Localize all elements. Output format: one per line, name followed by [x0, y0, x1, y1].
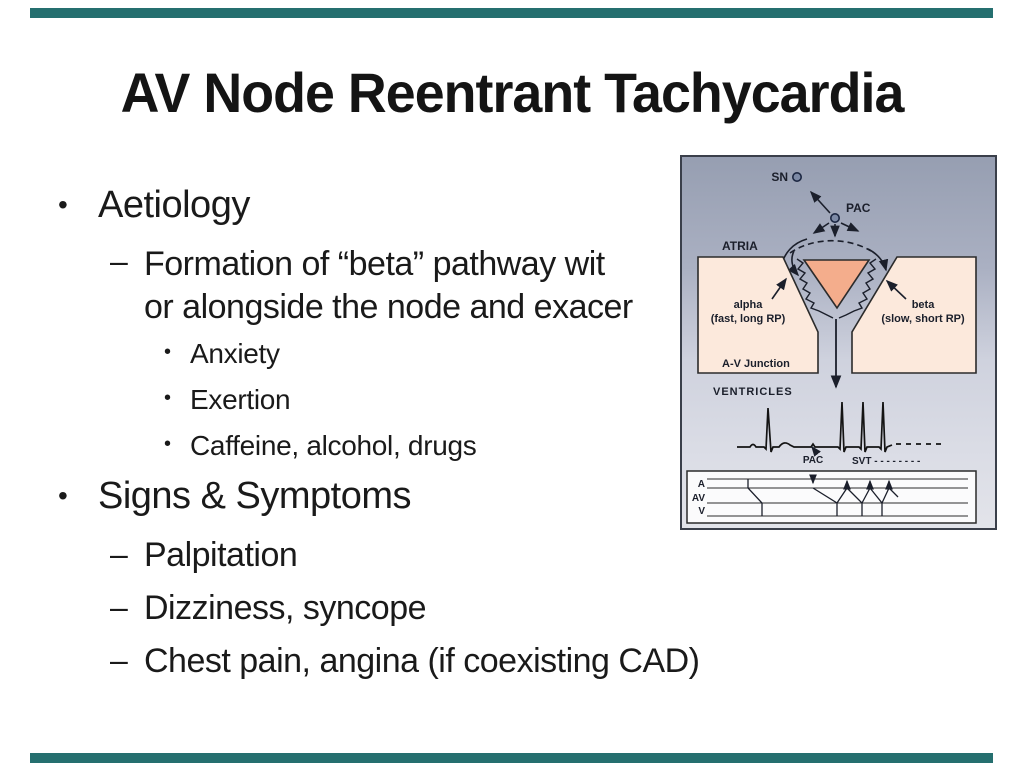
dash-icon: – [110, 536, 128, 572]
bullet-aetiology [58, 184, 250, 227]
bullet-icon: • [58, 480, 68, 511]
bullet-icon: • [164, 387, 171, 409]
label-atria: ATRIA [722, 239, 758, 253]
label-svt: SVT - - - - - - - - [852, 456, 921, 467]
top-accent-bar [30, 8, 993, 18]
bullet-icon: • [58, 189, 68, 220]
bullet-caffeine [164, 430, 476, 462]
symptom-dizziness: Dizziness, syncope [144, 589, 427, 627]
aetiology-heading: Aetiology [98, 184, 250, 226]
dash-icon: – [110, 243, 128, 279]
label-beta-sub: (slow, short RP) [881, 313, 965, 325]
label-alpha-sub: (fast, long RP) [710, 313, 786, 325]
label-alpha: alpha [733, 299, 763, 311]
bullet-dizziness [110, 589, 426, 628]
bullet-exertion [164, 384, 290, 416]
label-ladder-v: V [698, 506, 705, 517]
symptom-chestpain: Chest pain, angina (if coexisting CAD) [144, 642, 700, 680]
label-pac: PAC [846, 201, 871, 215]
bottom-accent-bar [30, 753, 993, 763]
label-beta: beta [911, 299, 935, 311]
formation-line1: Formation of “beta” pathway wit [144, 245, 605, 283]
signs-heading: Signs & Symptoms [98, 475, 411, 517]
trigger-anxiety: Anxiety [190, 338, 280, 369]
pac-node-icon [831, 214, 839, 222]
formation-text [144, 243, 633, 329]
dash-icon: – [110, 642, 128, 678]
label-ladder-av: AV [691, 493, 705, 504]
sn-node-icon [793, 173, 801, 181]
trigger-caffeine: Caffeine, alcohol, drugs [190, 430, 477, 461]
label-sn: SN [771, 170, 788, 184]
label-ladder-a: A [697, 479, 705, 490]
bullet-palpitation [110, 536, 297, 575]
slide-title: AV Node Reentrant Tachycardia [120, 61, 904, 124]
bullet-icon: • [164, 341, 171, 363]
bullet-chestpain [110, 642, 700, 681]
av-node-diagram-figure [680, 155, 997, 530]
label-ventricles: VENTRICLES [713, 386, 793, 398]
bullet-formation [110, 243, 633, 329]
label-av-junction: A-V Junction [722, 358, 790, 370]
dash-icon: – [110, 589, 128, 625]
av-node-diagram [680, 155, 997, 530]
bullet-icon: • [164, 433, 171, 455]
label-ecg-pac: PAC [802, 455, 824, 466]
trigger-exertion: Exertion [190, 384, 291, 415]
bullet-anxiety [164, 338, 280, 370]
formation-line2: or alongside the node and exacer [144, 288, 633, 326]
bullet-signs [58, 475, 411, 518]
symptom-palpitation: Palpitation [144, 536, 298, 574]
